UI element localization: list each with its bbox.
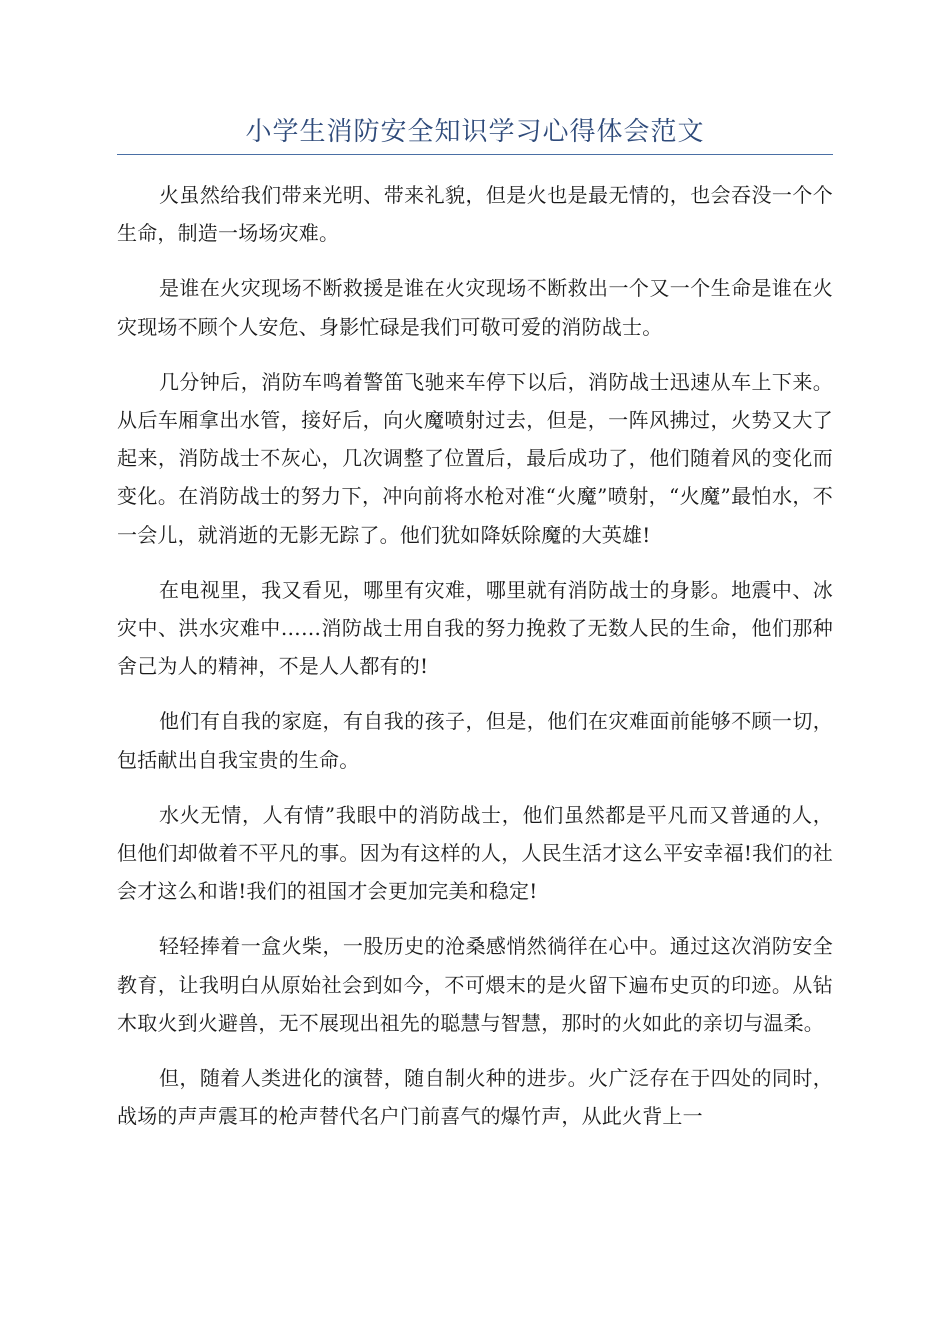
paragraph-7: 轻轻捧着一盒火柴，一股历史的沧桑感悄然徜徉在心中。通过这次消防安全教育，让我明白从原始社会到如今，不可煨末的是火留下遍布史页的印迹。从钻木取火到火避兽，无不展现出祖先的聪慧与智慧，那时的火如此的亲切与温柔。 — [117, 934, 833, 1035]
paragraph-4: 在电视里，我又看见，哪里有灾难，哪里就有消防战士的身影。地震中、冰灾中、洪水灾难中……消防战士用自我的努力挽救了无数人民的生命，他们那种舍己为人的精神，不是人人都有的! — [117, 577, 833, 679]
paragraph-3: 几分钟后，消防车鸣着警笛飞驰来车停下以后，消防战士迅速从车上下来。从后车厢拿出水管，接好后，向火魔喷射过去，但是，一阵风拂过，火势又大了起来，消防战士不灰心，几次调整了位置后，最后成功了，他们随着风的变化而变化。在消防战士的努力下，冲向前将水枪对准“火魔”喷射，“火魔”最怕水，不一会儿，就消逝的无影无踪了。他们犹如降妖除魔的大英雄! — [117, 369, 833, 547]
paragraph-2: 是谁在火灾现场不断救援是谁在火灾现场不断救出一个又一个生命是谁在火灾现场不顾个人安危、身影忙碌是我们可敬可爱的消防战士。 — [117, 276, 833, 339]
paragraph-5: 他们有自我的家庭，有自我的孩子，但是，他们在灾难面前能够不顾一切，包括献出自我宝贵的生命。 — [117, 709, 833, 772]
document-title: 小学生消防安全知识学习心得体会范文 — [245, 117, 705, 147]
paragraph-1: 火虽然给我们带来光明、带来礼貌，但是火也是最无情的，也会吞没一个个生命，制造一场场灾难。 — [117, 183, 833, 246]
document-body — [117, 176, 833, 1152]
paragraph-8: 但，随着人类进化的演替，随自制火种的进步。火广泛存在于四处的同时，战场的声声震耳的枪声替代名户门前喜气的爆竹声，从此火背上一 — [117, 1066, 833, 1129]
title-underline — [117, 154, 833, 155]
paragraph-6: 水火无情，人有情”我眼中的消防战士，他们虽然都是平凡而又普通的人，但他们却做着不平凡的事。因为有这样的人，人民生活才这么平安幸福!我们的社会才这么和谐!我们的祖国才会更加完美和稳定! — [117, 802, 833, 904]
